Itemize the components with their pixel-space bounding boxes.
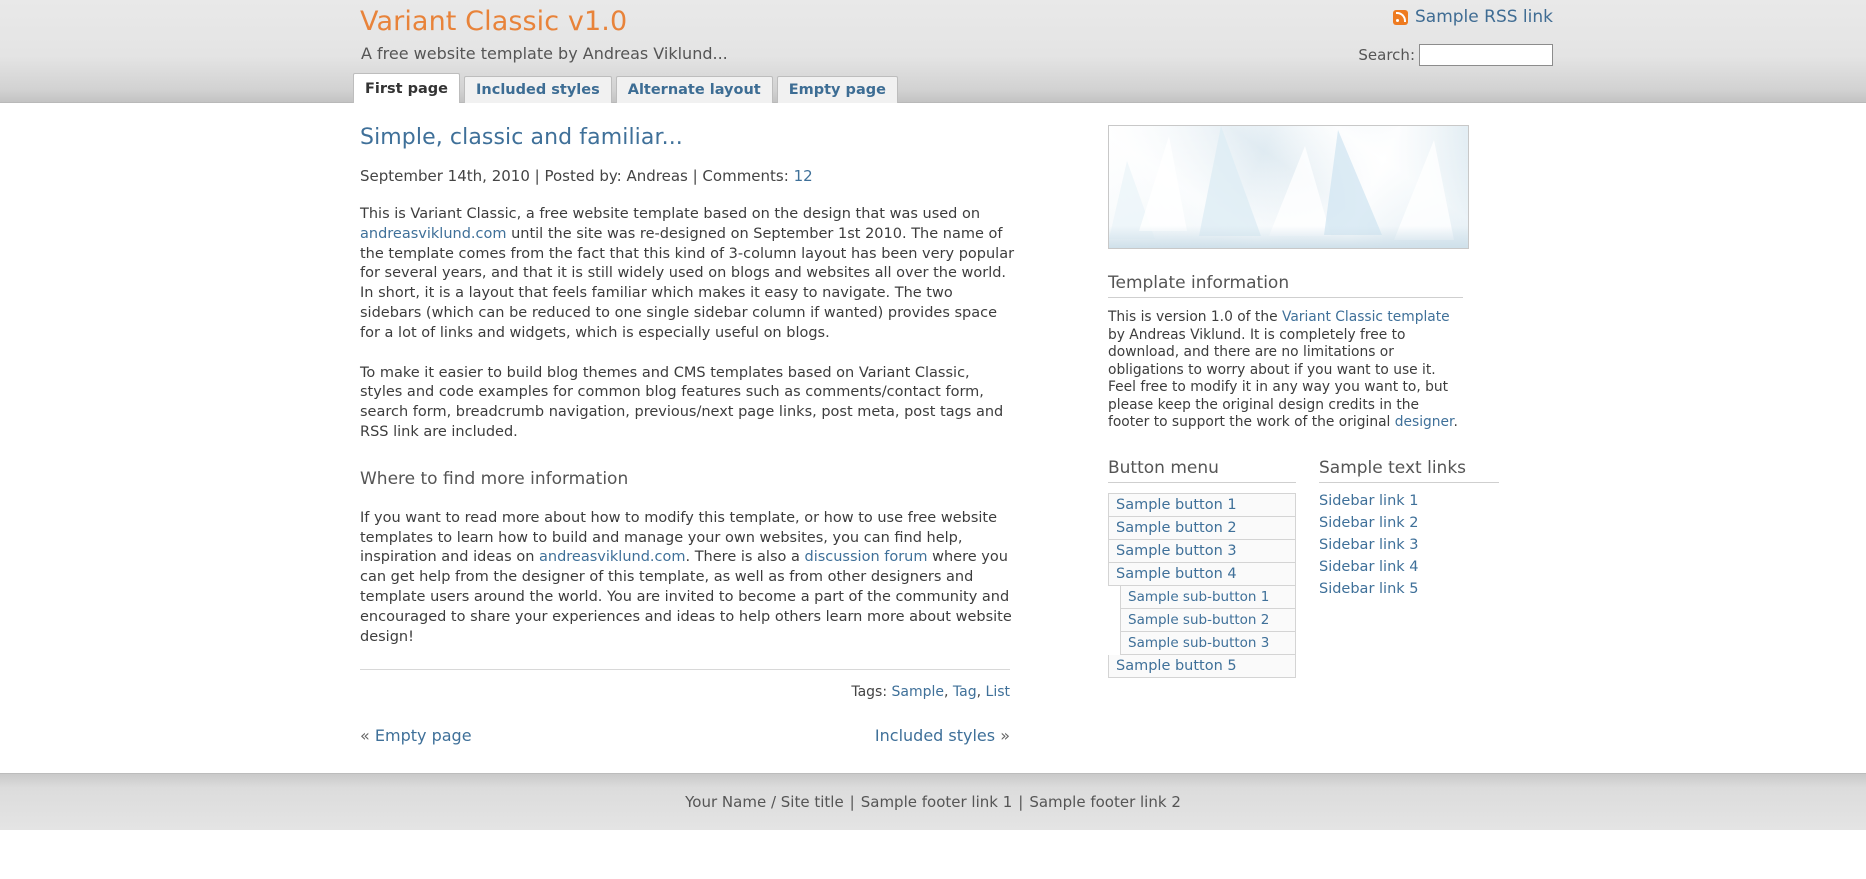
paragraph-3-text-c: where you can get help from the designer of this template, as well as from other designers and template users around the world. You are invited to become a part of the community and encouraged to share your experiences and ideas to help others learn more about website design! (360, 549, 1012, 645)
sidebar-widgets (1108, 458, 1558, 678)
list-item (1108, 563, 1296, 655)
tab-empty-page[interactable]: Empty page (777, 76, 898, 103)
sample-button-4-submenu (1108, 586, 1296, 655)
page-navigation (360, 726, 1010, 745)
sample-button-4[interactable]: Sample button 4 (1108, 563, 1296, 586)
sample-sub-button-2[interactable]: Sample sub-button 2 (1120, 609, 1296, 632)
sample-button-5[interactable]: Sample button 5 (1108, 655, 1296, 678)
sample-button-1[interactable]: Sample button 1 (1108, 493, 1296, 517)
post-paragraph-2: To make it easier to build blog themes and CMS templates based on Variant Classic, styles and code examples for common blog features such as comments/contact form, search form, breadcrumb navigation, previous/next page links, post meta, post tags and RSS link are included. (360, 364, 1004, 440)
sidebar-link-5[interactable]: Sidebar link 5 (1319, 580, 1419, 597)
tag-sep-1: , (944, 684, 953, 701)
post-paragraph-3 (360, 509, 1015, 648)
paragraph-3-text-b: . There is also a (685, 549, 805, 566)
list-item (1319, 515, 1499, 531)
rss-link[interactable]: Sample RSS link (1414, 7, 1553, 27)
info-text-b: by Andreas Viklund. It is completely free to download, and there are no limitations or obligations to worry about if you want to use it. Feel free to modify it in any way you want to, but please keep the original design credits in the footer to support the work of the original (1108, 326, 1449, 430)
tag-sep-2: , (976, 684, 986, 701)
list-item (1319, 537, 1499, 553)
previous-page-link[interactable]: Empty page (374, 726, 472, 746)
sample-button-3[interactable]: Sample button 3 (1108, 540, 1296, 563)
discussion-forum-link[interactable]: discussion forum (804, 549, 928, 566)
next-arrow-icon: » (1000, 726, 1010, 746)
footer-link-2[interactable]: Sample footer link 2 (1029, 793, 1181, 812)
list-item (1120, 632, 1296, 655)
footer-site-name: Your Name / Site title (685, 793, 844, 812)
template-information-heading: Template information (1108, 273, 1463, 298)
image-shard (1269, 146, 1331, 236)
variant-classic-template-link[interactable]: Variant Classic template (1281, 309, 1450, 325)
sidebar-link-3[interactable]: Sidebar link 3 (1319, 536, 1419, 553)
tags-label: Tags: (851, 684, 888, 701)
post-tags (360, 669, 1010, 700)
main-navigation-tabs (353, 73, 898, 103)
button-menu-heading: Button menu (1108, 458, 1296, 483)
post-paragraph-1 (360, 205, 1015, 344)
sample-button-2[interactable]: Sample button 2 (1108, 517, 1296, 540)
info-text-c: . (1453, 414, 1458, 430)
tab-included-styles[interactable]: Included styles (464, 76, 612, 103)
list-item (1108, 540, 1296, 563)
sidebar-link-4[interactable]: Sidebar link 4 (1319, 558, 1419, 575)
sidebar (1083, 125, 1558, 678)
previous-page-nav (360, 726, 472, 745)
sample-sub-button-3[interactable]: Sample sub-button 3 (1120, 632, 1296, 655)
image-shard (1324, 130, 1382, 235)
footer-separator-2: | (1018, 793, 1024, 812)
sidebar-link-1[interactable]: Sidebar link 1 (1319, 492, 1419, 509)
search-input[interactable] (1419, 44, 1553, 66)
sidebar-link-2[interactable]: Sidebar link 2 (1319, 514, 1419, 531)
tag-link-sample[interactable]: Sample (891, 684, 944, 701)
button-menu-widget (1108, 458, 1296, 678)
list-item (1120, 586, 1296, 609)
template-information-text (1108, 309, 1458, 432)
andreasviklund-link-1[interactable]: andreasviklund.com (360, 225, 507, 242)
site-title: Variant Classic v1.0 (360, 6, 628, 37)
text-links-widget (1319, 458, 1499, 678)
post-comments-link[interactable]: 12 (793, 167, 813, 185)
tag-link-tag[interactable]: Tag (952, 684, 977, 701)
designer-link[interactable]: designer (1394, 414, 1454, 430)
post-meta-text: September 14th, 2010 | Posted by: Andreas | Comments: (360, 167, 789, 185)
image-shard (1199, 126, 1261, 236)
andreasviklund-link-2[interactable]: andreasviklund.com (539, 549, 686, 566)
post-subheading: Where to find more information (360, 468, 629, 489)
prev-arrow-icon: « (360, 726, 370, 746)
list-item (1108, 517, 1296, 540)
footer-link-1[interactable]: Sample footer link 1 (860, 793, 1013, 812)
tab-alternate-layout[interactable]: Alternate layout (616, 76, 773, 103)
paragraph-3-text-a: If you want to read more about how to modify this template, or how to use free website templates to learn how to build and manage your own websites, you can find help, inspiration and ideas on (360, 509, 998, 566)
list-item (1120, 609, 1296, 632)
search-label: Search: (1358, 46, 1415, 64)
page-title: Simple, classic and familiar... (360, 125, 683, 150)
list-item (1108, 655, 1296, 678)
list-item (1319, 559, 1499, 575)
text-links-list (1319, 493, 1499, 597)
sample-sub-button-1[interactable]: Sample sub-button 1 (1120, 586, 1296, 609)
tag-link-list[interactable]: List (985, 684, 1010, 701)
button-menu-list (1108, 493, 1296, 678)
tab-first-page[interactable]: First page (353, 73, 460, 103)
main-column (308, 125, 1083, 745)
rss-icon (1393, 10, 1408, 25)
footer-separator-1: | (849, 793, 855, 812)
image-shard (1139, 136, 1187, 231)
list-item (1319, 581, 1499, 597)
paragraph-1-text-a: This is Variant Classic, a free website template based on the design that was used on (360, 206, 981, 222)
image-shard (1394, 140, 1454, 240)
site-slogan: A free website template by Andreas Viklund... (361, 44, 728, 63)
search-area (1358, 44, 1553, 66)
site-footer (0, 773, 1866, 830)
next-page-link[interactable]: Included styles (874, 726, 996, 746)
list-item (1319, 493, 1499, 509)
info-text-a: This is version 1.0 of the (1108, 309, 1282, 325)
next-page-nav (875, 726, 1010, 745)
post-meta (360, 167, 1083, 185)
sidebar-header-image (1108, 125, 1469, 249)
list-item (1108, 493, 1296, 517)
text-links-heading: Sample text links (1319, 458, 1499, 483)
paragraph-1-text-b: until the site was re-designed on September 1st 2010. The name of the template comes from the fact that this kind of 3-column layout has been very popular for several years, and that it is still widely used on blogs and websites all over the world. In short, it is a layout that feels familiar which makes it easy to navigate. The two sidebars (which can be reduced to one single sidebar column if wanted) provides space for a lot of links and widgets, which is especially useful on blogs. (360, 225, 1015, 341)
site-header (0, 0, 1866, 103)
content-area (308, 103, 1558, 745)
rss-area (1393, 7, 1553, 27)
